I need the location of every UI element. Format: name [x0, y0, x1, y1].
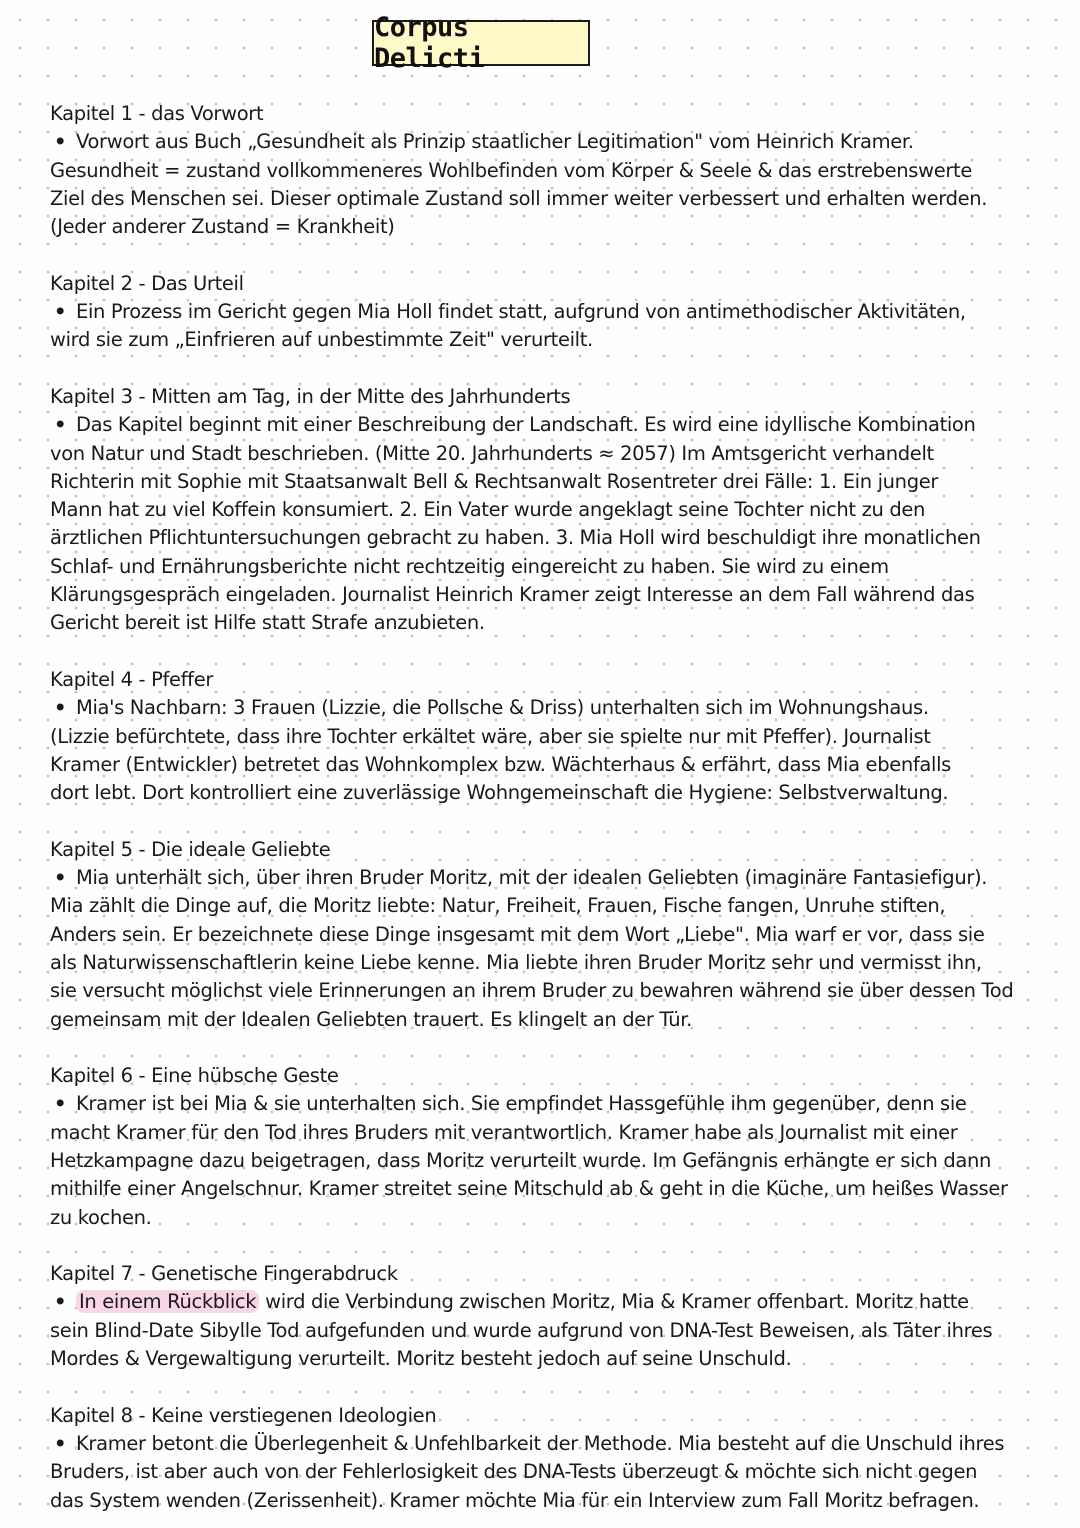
chapter-spacer [50, 807, 1060, 835]
chapter-line: ärztlichen Pflichtuntersuchungen gebracht zu haben. 3. Mia Holl wird beschuldigt ihre monatlichen [50, 526, 981, 550]
chapter-8 [50, 1402, 1060, 1515]
chapter-line: sein Blind-Date Sibylle Tod aufgefunden und wurde aufgrund von DNA-Test Beweisen, als Täter ihres [50, 1318, 993, 1342]
bullet-icon: • [54, 696, 67, 720]
chapter-line: • Ein Prozess im Gericht gegen Mia Holl findet statt, aufgrund von antimethodischer Aktivitäten, [50, 298, 1060, 326]
chapter-line: sie versucht möglichst viele Erinnerungen an ihrem Bruder zu bewahren während sie über dessen Tod [50, 979, 1014, 1003]
chapter-4 [50, 666, 1060, 807]
chapter-line: dort lebt. Dort kontrolliert eine zuverlässige Wohngemeinschaft die Hygiene: Selbstverwaltung. [50, 781, 949, 805]
chapter-line: • In einem Rückblick wird die Verbindung zwischen Moritz, Mia & Kramer offenbart. Moritz hatte [50, 1288, 1060, 1316]
highlighted-text: In einem Rückblick [76, 1290, 259, 1313]
chapter-line: Mordes & Vergewaltigung verurteilt. Moritz besteht jedoch auf seine Unschuld. [50, 1347, 792, 1371]
bullet-icon: • [54, 1290, 67, 1314]
chapter-line: Anders sein. Er bezeichnete diese Dinge insgesamt mit dem Wort „Liebe". Mia warf er vor, dass sie [50, 922, 985, 946]
chapter-5 [50, 836, 1060, 1034]
chapter-line: • Das Kapitel beginnt mit einer Beschreibung der Landschaft. Es wird eine idyllische Kombination [50, 411, 1060, 439]
chapter-line: als Naturwissenschaftlerin keine Liebe kenne. Mia liebte ihren Bruder Moritz sehr und vermisst ihn, [50, 950, 982, 974]
chapter-line: das System wenden (Zerissenheit). Kramer möchte Mia für ein Interview zum Fall Moritz befragen. [50, 1488, 980, 1512]
bullet-icon: • [54, 866, 67, 890]
chapter-line: Richterin mit Sophie mit Staatsanwalt Bell & Rechtsanwalt Rosentreter drei Fälle: 1. Ein junger [50, 469, 939, 493]
bullet-icon: • [54, 413, 67, 437]
chapter-line: Mia zählt die Dinge auf, die Moritz liebte: Natur, Freiheit, Frauen, Fische fangen, Unruhe stiften, [50, 894, 946, 918]
chapter-line: Schlaf- und Ernährungsberichte nicht rechtzeitig eingereicht zu haben. Sie wird zu einem [50, 554, 889, 578]
chapter-6 [50, 1062, 1060, 1232]
chapter-heading: Kapitel 5 - Die ideale Geliebte [50, 837, 331, 861]
chapter-line: Mann hat zu viel Koffein konsumiert. 2. Ein Vater wurde angeklagt seine Tochter nicht zu den [50, 498, 926, 522]
chapter-heading: Kapitel 8 - Keine verstiegenen Ideologien [50, 1403, 437, 1427]
chapter-line: wird sie zum „Einfrieren auf unbestimmte Zeit" verurteilt. [50, 328, 593, 352]
chapter-line: • Mia's Nachbarn: 3 Frauen (Lizzie, die Pollsche & Driss) unterhalten sich im Wohnungshaus. [50, 694, 1060, 722]
bullet-icon: • [54, 1431, 67, 1455]
chapter-spacer [50, 241, 1060, 269]
chapter-line: Bruders, ist aber auch von der Fehlerlosigkeit des DNA-Tests überzeugt & möchte sich nicht gegen [50, 1460, 978, 1484]
chapter-spacer [50, 1034, 1060, 1062]
chapter-1 [50, 100, 1060, 241]
chapter-3 [50, 383, 1060, 638]
chapter-line: von Natur und Stadt beschrieben. (Mitte 20. Jahrhunderts ≈ 2057) Im Amtsgericht verhandelt [50, 441, 934, 465]
chapter-7 [50, 1260, 1060, 1373]
chapter-spacer [50, 355, 1060, 383]
chapter-line: Klärungsgespräch eingeladen. Journalist Heinrich Kramer zeigt Interesse an dem Fall während das [50, 583, 975, 607]
chapter-2 [50, 270, 1060, 355]
chapter-line: (Lizzie befürchtete, dass ihre Tochter erkältet wäre, aber sie spielte nur mit Pfeffer). Journalist [50, 724, 931, 748]
chapter-line: Hetzkampagne dazu beigetragen, dass Moritz verurteilt wurde. Im Gefängnis erhängte er sich dann [50, 1148, 992, 1172]
chapter-heading: Kapitel 6 - Eine hübsche Geste [50, 1064, 339, 1088]
bullet-icon: • [54, 1092, 67, 1116]
chapter-line: (Jeder anderer Zustand = Krankheit) [50, 215, 395, 239]
chapter-line: zu kochen. [50, 1205, 152, 1229]
chapter-spacer [50, 1373, 1060, 1401]
chapter-line: • Kramer ist bei Mia & sie unterhalten sich. Sie empfindet Hassgefühle ihm gegenüber, denn sie [50, 1090, 1060, 1118]
notes-content [50, 100, 1060, 1515]
chapter-line: Kramer (Entwickler) betretet das Wohnkomplex bzw. Wächterhaus & erfährt, dass Mia ebenfalls [50, 752, 951, 776]
chapter-line: • Vorwort aus Buch „Gesundheit als Prinzip staatlicher Legitimation" vom Heinrich Kramer. [50, 128, 1060, 156]
chapter-line: mithilfe einer Angelschnur. Kramer streitet seine Mitschuld ab & geht in die Küche, um heißes Wasser [50, 1177, 1008, 1201]
chapter-heading: Kapitel 7 - Genetische Fingerabdruck [50, 1262, 398, 1286]
chapter-heading: Kapitel 1 - das Vorwort [50, 102, 264, 125]
chapter-line: gemeinsam mit der Idealen Geliebten trauert. Es klingelt an der Tür. [50, 1007, 693, 1031]
chapter-line: Gesundheit = zustand vollkommeneres Wohlbefinden vom Körper & Seele & das erstrebenswerte [50, 158, 972, 182]
chapter-spacer [50, 638, 1060, 666]
chapter-heading: Kapitel 3 - Mitten am Tag, in der Mitte des Jahrhunderts [50, 384, 571, 408]
chapter-heading: Kapitel 4 - Pfeffer [50, 667, 214, 691]
chapter-line: • Mia unterhält sich, über ihren Bruder Moritz, mit der idealen Geliebten (imaginäre Fantasiefigur). [50, 864, 1060, 892]
chapter-line: macht Kramer für den Tod ihres Bruders mit verantwortlich. Kramer habe als Journalist mit einer [50, 1120, 958, 1144]
bullet-icon: • [54, 300, 67, 324]
chapter-line: • Kramer betont die Überlegenheit & Unfehlbarkeit der Methode. Mia besteht auf die Unschuld ihres [50, 1430, 1060, 1458]
bullet-icon: • [54, 130, 67, 154]
chapter-line: Gericht bereit ist Hilfe statt Strafe anzubieten. [50, 611, 485, 635]
chapter-heading: Kapitel 2 - Das Urteil [50, 271, 244, 295]
chapter-spacer [50, 1232, 1060, 1260]
page-title: Corpus Delicti [372, 20, 590, 66]
chapter-line: Ziel des Menschen sei. Dieser optimale Zustand soll immer weiter verbessert und erhalten werden. [50, 186, 988, 210]
